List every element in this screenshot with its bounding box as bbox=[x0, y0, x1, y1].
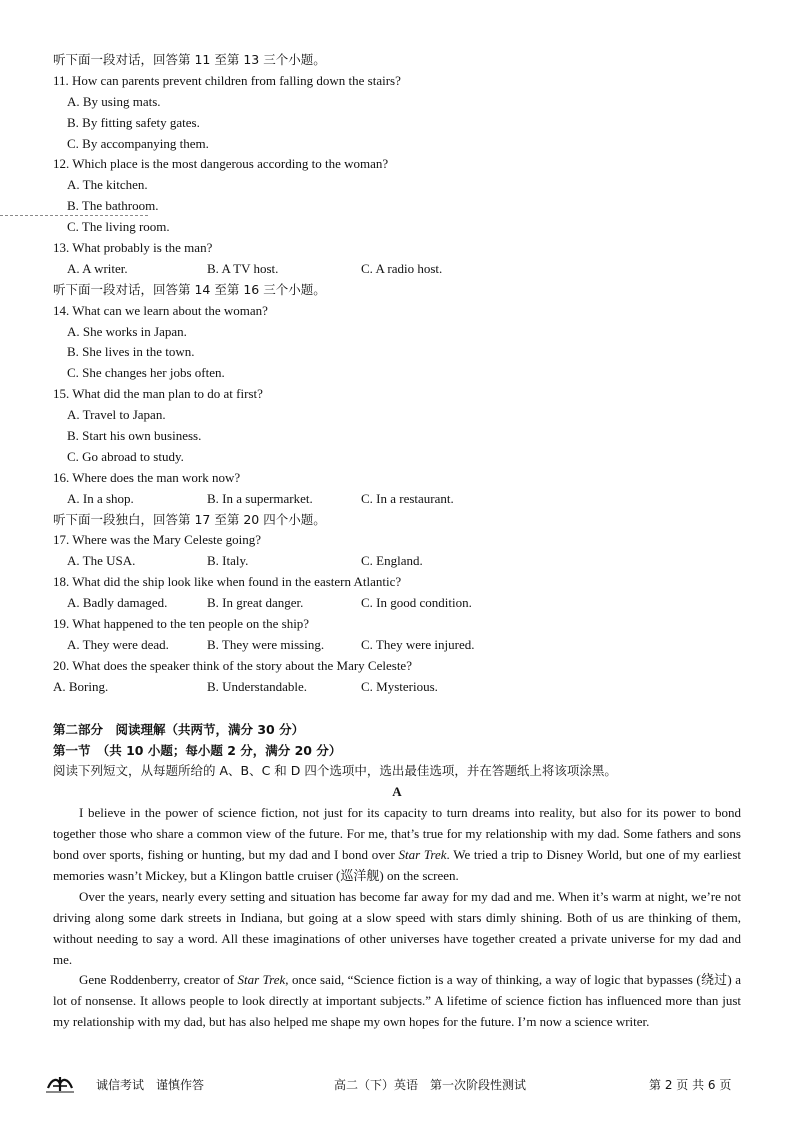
question-13: 13. What probably is the man? bbox=[53, 240, 213, 256]
instruction-11-13: 听下面一段对话，回答第 11 至第 13 三个小题。 bbox=[53, 52, 326, 67]
option-18a: A. Badly damaged. bbox=[67, 595, 168, 611]
question-15: 15. What did the man plan to do at first? bbox=[53, 386, 263, 402]
option-17c: C. England. bbox=[361, 553, 423, 569]
option-19a: A. They were dead. bbox=[67, 636, 169, 652]
star-trek-title: Star Trek bbox=[237, 972, 286, 988]
question-14: 14. What can we learn about the woman? bbox=[53, 302, 268, 318]
option-20c: C. Mysterious. bbox=[361, 678, 438, 694]
option-15a: A. Travel to Japan. bbox=[67, 407, 166, 423]
option-14b: B. She lives in the town. bbox=[67, 344, 195, 360]
passage-paragraph-1: I believe in the power of science fiction, not just for its capacity to turn dreams into reality, but also for its power to bond together those who share a common view of the future. For me, that’s true for my relationship with my dad. Some fathers and sons bond over sports, fishing or hunting, but my dad and I bond over Star Trek. We tried a trip to Disney World, but one of my earliest memories wasn’t Mickey, but a Klingon battle cruiser (巡洋舰) on the screen. bbox=[53, 805, 741, 883]
options-19 bbox=[53, 635, 741, 656]
instruction-17-20: 听下面一段独白，回答第 17 至第 20 四个小题。 bbox=[53, 511, 326, 527]
passage-paragraph-2: Over the years, nearly every setting and situation has become far away for my dad and me. When it’s warm at night, we’re not driving along some dark streets in Indiana, but going at a slow speed with stars dimly shining. Both of us are thinking of them, without needing to say a word. All these imaginations of other universes have together created a private universe for my dad and me. bbox=[53, 888, 741, 967]
option-15b: B. Start his own business. bbox=[67, 428, 202, 444]
question-12: 12. Which place is the most dangerous according to the woman? bbox=[53, 156, 389, 172]
options-16 bbox=[53, 489, 741, 510]
options-20 bbox=[53, 677, 741, 698]
option-16c: C. In a restaurant. bbox=[361, 490, 454, 506]
option-18c: C. In good condition. bbox=[361, 595, 472, 611]
instruction-14-16: 听下面一段对话，回答第 14 至第 16 三个小题。 bbox=[53, 281, 326, 297]
school-logo-icon bbox=[44, 1074, 76, 1094]
question-18: 18. What did the ship look like when found in the eastern Atlantic? bbox=[53, 574, 402, 590]
option-16b: B. In a supermarket. bbox=[207, 490, 313, 506]
footer-page-number: 第 2 页 共 6 页 bbox=[649, 1078, 732, 1092]
question-16: 16. Where does the man work now? bbox=[53, 469, 241, 485]
options-17 bbox=[53, 551, 741, 572]
option-13b: B. A TV host. bbox=[207, 260, 279, 276]
option-15c: C. Go abroad to study. bbox=[67, 448, 184, 464]
passage-label: A bbox=[392, 784, 402, 800]
option-20a: A. Boring. bbox=[53, 678, 109, 694]
star-trek-title: Star Trek bbox=[398, 846, 447, 862]
option-18b: B. In great danger. bbox=[207, 595, 304, 611]
option-19b: B. They were missing. bbox=[207, 636, 325, 652]
option-17b: B. Italy. bbox=[207, 553, 249, 569]
part-two-title: 第二部分 阅读理解（共两节，满分 30 分） bbox=[53, 721, 305, 737]
option-12a: A. The kitchen. bbox=[67, 177, 148, 193]
question-17: 17. Where was the Mary Celeste going? bbox=[53, 532, 262, 548]
options-18 bbox=[53, 593, 741, 614]
footer-motto: 诚信考试 谨慎作答 bbox=[96, 1078, 205, 1092]
passage-paragraph-3: Gene Roddenberry, creator of Star Trek, once said, “Science fiction is a way of thinking, a way of logic that bypasses (绕过) a lot of nonsense. It allows people to look directly at important subjects.” A lifetime of science fiction has influenced more than just my relationship with my dad, but has also helped me shape my own hopes for the future. I’m now a science writer. bbox=[53, 972, 741, 1030]
option-12c: C. The living room. bbox=[67, 219, 170, 235]
option-19c: C. They were injured. bbox=[361, 636, 475, 652]
options-13 bbox=[53, 259, 741, 280]
question-19: 19. What happened to the ten people on the ship? bbox=[53, 616, 310, 632]
question-20: 20. What does the speaker think of the story about the Mary Celeste? bbox=[53, 657, 412, 673]
option-12b: B. The bathroom. bbox=[67, 198, 159, 214]
option-11b: B. By fitting safety gates. bbox=[67, 114, 200, 130]
section-one-title: 第一节 （共 10 小题；每小题 2 分，满分 20 分） bbox=[53, 742, 342, 758]
question-11: 11. How can parents prevent children from falling down the stairs? bbox=[53, 72, 401, 88]
option-11a: A. By using mats. bbox=[67, 93, 161, 109]
option-20b: B. Understandable. bbox=[207, 678, 308, 694]
option-13a: A. A writer. bbox=[67, 260, 128, 276]
option-16a: A. In a shop. bbox=[67, 490, 134, 506]
option-14c: C. She changes her jobs often. bbox=[67, 365, 225, 381]
option-13c: C. A radio host. bbox=[361, 260, 443, 276]
option-14a: A. She works in Japan. bbox=[67, 323, 187, 339]
reading-instruction: 阅读下列短文，从每题所给的 A、B、C 和 D 四个选项中，选出最佳选项，并在答题纸上将该项涂黑。 bbox=[53, 763, 617, 779]
option-11c: C. By accompanying them. bbox=[67, 135, 209, 151]
footer-exam-title: 高二（下）英语 第一次阶段性测试 bbox=[334, 1078, 527, 1092]
page-footer bbox=[44, 1074, 744, 1096]
option-17a: A. The USA. bbox=[67, 553, 136, 569]
exam-page bbox=[53, 50, 741, 1033]
